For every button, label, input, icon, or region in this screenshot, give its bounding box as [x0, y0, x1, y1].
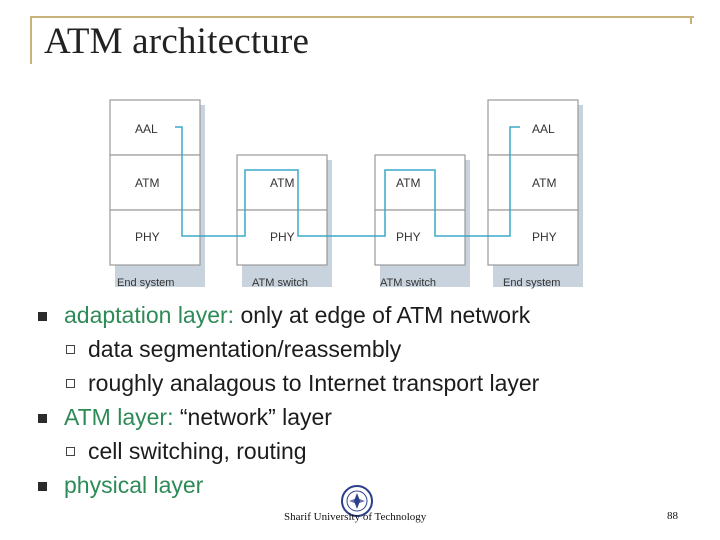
footer-text: Sharif University of Technology — [284, 511, 427, 523]
sub-bullet-marker — [66, 379, 75, 388]
sub-bullet-item: data segmentation/reassembly — [88, 336, 402, 362]
layer-label-phy: PHY — [270, 230, 295, 244]
bullet-highlight: physical layer — [64, 472, 204, 498]
bullet-item — [64, 472, 203, 499]
sub-bullet-marker — [66, 345, 75, 354]
sub-bullet-item: roughly analagous to Internet transport layer — [88, 370, 540, 396]
layer-label-atm: ATM — [135, 176, 160, 190]
layer-label-atm: ATM — [396, 176, 421, 190]
layer-label-aal: AAL — [135, 122, 158, 136]
bullet-highlight: ATM layer: — [64, 404, 174, 430]
layer-label-atm: ATM — [270, 176, 295, 190]
layer-label-phy: PHY — [532, 230, 557, 244]
layer-label-phy: PHY — [396, 230, 421, 244]
page-number: 88 — [667, 510, 678, 522]
node-label-atm-switch-2: ATM switch — [380, 277, 437, 289]
bullet-marker — [38, 414, 47, 423]
node-label-atm-switch-1: ATM switch — [252, 277, 309, 289]
node-label-end-system-left: End system — [117, 277, 175, 289]
layer-label-atm: ATM — [532, 176, 557, 190]
layer-label-aal: AAL — [532, 122, 555, 136]
bullet-text: only at edge of ATM network — [234, 302, 531, 328]
bullet-item — [64, 302, 530, 329]
bullet-highlight: adaptation layer: — [64, 302, 235, 328]
bullet-text: “network” layer — [173, 404, 332, 430]
node-label-end-system-right: End system — [503, 277, 561, 289]
slide-title: ATM architecture — [44, 21, 310, 62]
bullet-marker — [38, 312, 47, 321]
sub-bullet-item: cell switching, routing — [88, 438, 307, 464]
bullet-item — [64, 404, 332, 431]
layer-label-phy: PHY — [135, 230, 160, 244]
sub-bullet-marker — [66, 447, 75, 456]
bullet-marker — [38, 482, 47, 491]
